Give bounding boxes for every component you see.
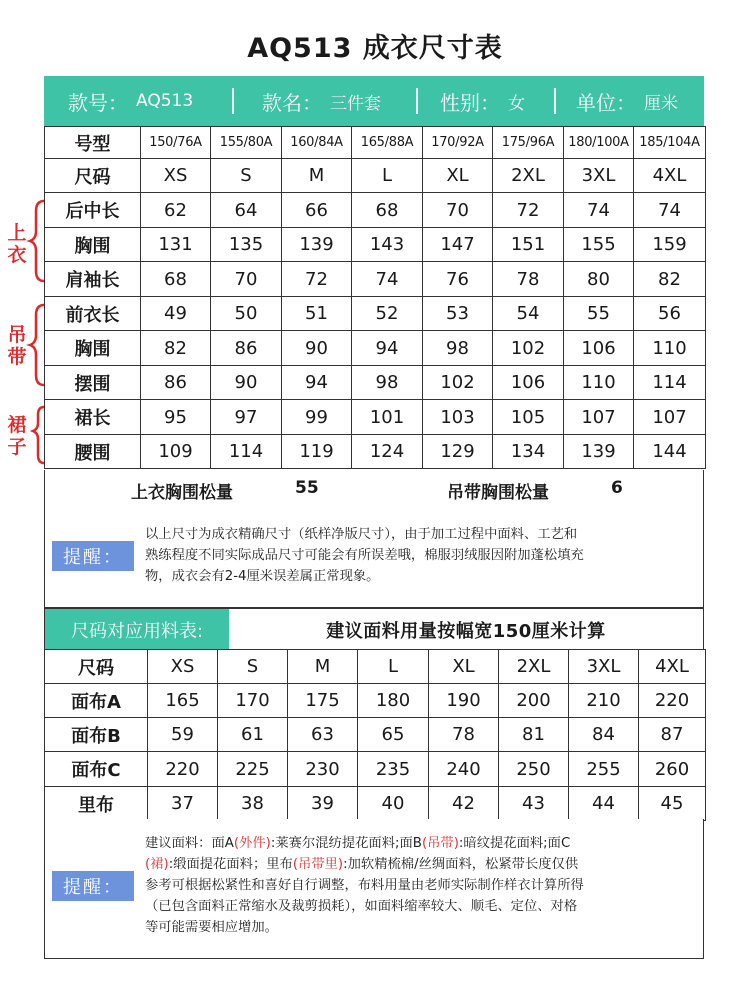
value-cell: 102 <box>423 366 493 400</box>
model-cell: 175/96A <box>493 127 564 159</box>
unit-label: 单位： <box>576 90 636 115</box>
value-cell: 98 <box>352 366 423 400</box>
size-label: 尺码 <box>45 159 141 193</box>
unit-value: 厘米 <box>644 93 678 114</box>
value-cell: 98 <box>423 331 493 366</box>
reminder-line: 物，成衣会有2-4厘米误差属正常现象。 <box>145 569 380 584</box>
model-cell: 170/92A <box>423 127 493 159</box>
value-cell: 95 <box>141 400 211 435</box>
value-cell: 70 <box>211 262 282 297</box>
value-cell: 200 <box>499 684 569 718</box>
value-cell: 225 <box>218 752 288 787</box>
value-cell: 59 <box>148 718 218 752</box>
style-name-label: 款名： <box>262 90 322 115</box>
value-cell: 72 <box>493 193 564 228</box>
text-run: :加软精梳棉/丝绸面料，松紧带长度仅供 <box>343 857 579 872</box>
value-cell: 144 <box>634 435 706 469</box>
size-cell: XS <box>148 650 218 684</box>
value-cell: 63 <box>288 718 358 752</box>
model-cell: 155/80A <box>211 127 282 159</box>
gender-label: 性别： <box>440 90 500 115</box>
value-cell: 143 <box>352 228 423 262</box>
group-label-skirt: 裙子 <box>7 414 27 458</box>
model-cell: 150/76A <box>141 127 211 159</box>
fabric-reminder-text <box>145 833 584 938</box>
value-cell: 210 <box>569 684 639 718</box>
value-cell: 124 <box>352 435 423 469</box>
size-cell: 2XL <box>493 159 564 193</box>
model-cell: 185/104A <box>634 127 706 159</box>
text-run-red: (吊带) <box>421 836 459 851</box>
group-label-top: 上衣 <box>7 222 27 266</box>
reminder-badge: 提醒： <box>52 541 134 571</box>
value-cell: 82 <box>141 331 211 366</box>
value-cell: 102 <box>493 331 564 366</box>
table-row <box>45 435 706 469</box>
value-cell: 68 <box>352 193 423 228</box>
value-cell: 62 <box>141 193 211 228</box>
size-cell: 3XL <box>564 159 634 193</box>
table-row <box>45 787 706 821</box>
text-run: 建议面料：面A <box>145 836 234 851</box>
value-cell: 61 <box>218 718 288 752</box>
size-cell: S <box>218 650 288 684</box>
value-cell: 64 <box>211 193 282 228</box>
value-cell: 38 <box>218 787 288 821</box>
value-cell: 159 <box>634 228 706 262</box>
size-cell: M <box>282 159 352 193</box>
value-cell: 230 <box>288 752 358 787</box>
model-cell: 160/84A <box>282 127 352 159</box>
fabric-section-tag: 尺码对应用料表: <box>45 609 229 650</box>
value-cell: 80 <box>564 262 634 297</box>
value-cell: 65 <box>358 718 429 752</box>
value-cell: 81 <box>499 718 569 752</box>
style-name-value: 三件套 <box>330 93 381 114</box>
value-cell: 51 <box>282 297 352 331</box>
text-run-red: (吊带里) <box>292 857 344 872</box>
value-cell: 82 <box>634 262 706 297</box>
value-cell: 107 <box>634 400 706 435</box>
value-cell: 114 <box>634 366 706 400</box>
value-cell: 78 <box>493 262 564 297</box>
value-cell: 240 <box>429 752 499 787</box>
row-label: 肩袖长 <box>45 262 141 297</box>
row-label: 面布C <box>45 752 148 787</box>
value-cell: 99 <box>282 400 352 435</box>
value-cell: 55 <box>564 297 634 331</box>
value-cell: 220 <box>639 684 706 718</box>
page-title: AQ513 成衣尺寸表 <box>247 33 503 64</box>
value-cell: 151 <box>493 228 564 262</box>
value-cell: 39 <box>288 787 358 821</box>
value-cell: 135 <box>211 228 282 262</box>
value-cell: 76 <box>423 262 493 297</box>
value-cell: 40 <box>358 787 429 821</box>
value-cell: 147 <box>423 228 493 262</box>
size-cell: 4XL <box>639 650 706 684</box>
value-cell: 106 <box>493 366 564 400</box>
model-cell: 180/100A <box>564 127 634 159</box>
ease-row <box>44 470 704 506</box>
fabric-table <box>44 649 706 821</box>
table-row <box>45 366 706 400</box>
size-row <box>45 159 706 193</box>
row-label: 里布 <box>45 787 148 821</box>
fabric-section-header <box>44 608 704 650</box>
size-cell: 2XL <box>499 650 569 684</box>
value-cell: 131 <box>141 228 211 262</box>
header-divider <box>232 88 234 114</box>
value-cell: 52 <box>352 297 423 331</box>
value-cell: 66 <box>282 193 352 228</box>
style-no-label: 款号： <box>68 90 128 115</box>
reminder-box-1 <box>44 505 704 608</box>
table-row <box>45 262 706 297</box>
unit <box>576 76 678 126</box>
value-cell: 44 <box>569 787 639 821</box>
table-row <box>45 752 706 787</box>
brace-skirt <box>33 407 44 463</box>
gender <box>440 76 525 126</box>
row-label: 面布B <box>45 718 148 752</box>
size-cell: 3XL <box>569 650 639 684</box>
reminder-badge: 提醒： <box>52 871 134 901</box>
value-cell: 78 <box>429 718 499 752</box>
value-cell: 170 <box>218 684 288 718</box>
value-cell: 255 <box>569 752 639 787</box>
row-label: 胸围 <box>45 331 141 366</box>
value-cell: 43 <box>499 787 569 821</box>
size-cell: XS <box>141 159 211 193</box>
value-cell: 103 <box>423 400 493 435</box>
row-label: 摆围 <box>45 366 141 400</box>
header-divider <box>416 88 418 114</box>
value-cell: 90 <box>211 366 282 400</box>
table-row <box>45 228 706 262</box>
value-cell: 110 <box>564 366 634 400</box>
value-cell: 260 <box>639 752 706 787</box>
table-row <box>45 297 706 331</box>
size-cell: S <box>211 159 282 193</box>
brace-cami <box>30 305 44 385</box>
reminder-text <box>145 524 584 587</box>
text-run: :莱赛尔混纺提花面料;面B <box>270 836 422 851</box>
value-cell: 72 <box>282 262 352 297</box>
value-cell: 42 <box>429 787 499 821</box>
group-label-cami: 吊带 <box>7 324 27 368</box>
table-row <box>45 193 706 228</box>
style-no-value: AQ513 <box>136 91 194 111</box>
value-cell: 110 <box>634 331 706 366</box>
value-cell: 90 <box>282 331 352 366</box>
top-ease-value: 55 <box>295 478 319 498</box>
value-cell: 56 <box>634 297 706 331</box>
row-label: 前衣长 <box>45 297 141 331</box>
model-row <box>45 127 706 159</box>
style-name <box>262 76 381 126</box>
value-cell: 109 <box>141 435 211 469</box>
fabric-section-note: 建议面料用量按幅宽150厘米计算 <box>326 620 606 642</box>
header-bar <box>44 76 704 126</box>
reminder-line <box>145 854 584 875</box>
model-label: 号型 <box>45 127 141 159</box>
cami-ease-label: 吊带胸围松量 <box>447 483 549 503</box>
value-cell: 129 <box>423 435 493 469</box>
value-cell: 94 <box>282 366 352 400</box>
value-cell: 107 <box>564 400 634 435</box>
reminder-line: 参考可根据松紧性和喜好自行调整，布料用量由老师实际制作样衣计算所得 <box>145 878 584 893</box>
size-cell: XL <box>429 650 499 684</box>
value-cell: 114 <box>211 435 282 469</box>
value-cell: 119 <box>282 435 352 469</box>
value-cell: 84 <box>569 718 639 752</box>
value-cell: 94 <box>352 331 423 366</box>
value-cell: 235 <box>358 752 429 787</box>
brace-top <box>30 201 44 281</box>
value-cell: 87 <box>639 718 706 752</box>
table-row <box>45 684 706 718</box>
value-cell: 155 <box>564 228 634 262</box>
reminder-line: 熟练程度不同实际成品尺寸可能会有所误差哦，棉服羽绒服因附加蓬松填充 <box>145 548 584 563</box>
value-cell: 86 <box>141 366 211 400</box>
row-label: 裙长 <box>45 400 141 435</box>
value-cell: 74 <box>564 193 634 228</box>
value-cell: 53 <box>423 297 493 331</box>
size-cell: M <box>288 650 358 684</box>
text-run: :缎面提花面料；里布 <box>168 857 293 872</box>
size-cell: XL <box>423 159 493 193</box>
value-cell: 54 <box>493 297 564 331</box>
value-cell: 50 <box>211 297 282 331</box>
value-cell: 139 <box>564 435 634 469</box>
cami-ease-value: 6 <box>611 478 623 498</box>
value-cell: 250 <box>499 752 569 787</box>
reminder-line: （已包含面料正常缩水及裁剪损耗），如面料缩率较大、顺毛、定位、对格 <box>145 899 578 914</box>
value-cell: 37 <box>148 787 218 821</box>
size-cell: L <box>358 650 429 684</box>
table-row <box>45 331 706 366</box>
fabric-size-label: 尺码 <box>45 650 148 684</box>
text-run: :暗纹提花面料;面C <box>458 836 571 851</box>
value-cell: 175 <box>288 684 358 718</box>
row-label: 后中长 <box>45 193 141 228</box>
value-cell: 134 <box>493 435 564 469</box>
value-cell: 106 <box>564 331 634 366</box>
value-cell: 49 <box>141 297 211 331</box>
row-label: 腰围 <box>45 435 141 469</box>
value-cell: 139 <box>282 228 352 262</box>
style-no <box>68 76 193 126</box>
top-ease-label: 上衣胸围松量 <box>131 483 233 503</box>
table-row <box>45 400 706 435</box>
reminder-line <box>145 833 584 854</box>
value-cell: 190 <box>429 684 499 718</box>
fabric-size-row <box>45 650 706 684</box>
reminder-box-2 <box>44 819 704 959</box>
text-run-red: (外件) <box>233 836 271 851</box>
value-cell: 45 <box>639 787 706 821</box>
value-cell: 101 <box>352 400 423 435</box>
table-row <box>45 718 706 752</box>
size-table <box>44 126 706 469</box>
value-cell: 165 <box>148 684 218 718</box>
size-cell: L <box>352 159 423 193</box>
header-divider <box>554 88 556 114</box>
reminder-line: 等可能需要相应增加。 <box>145 920 278 935</box>
value-cell: 105 <box>493 400 564 435</box>
value-cell: 74 <box>352 262 423 297</box>
value-cell: 74 <box>634 193 706 228</box>
value-cell: 70 <box>423 193 493 228</box>
text-run-red: (裙) <box>145 857 169 872</box>
model-cell: 165/88A <box>352 127 423 159</box>
size-cell: 4XL <box>634 159 706 193</box>
row-label: 面布A <box>45 684 148 718</box>
row-label: 胸围 <box>45 228 141 262</box>
value-cell: 86 <box>211 331 282 366</box>
gender-value: 女 <box>508 93 525 114</box>
reminder-line: 以上尺寸为成衣精确尺寸（纸样净版尺寸），由于加工过程中面料、工艺和 <box>145 527 578 542</box>
value-cell: 68 <box>141 262 211 297</box>
value-cell: 97 <box>211 400 282 435</box>
value-cell: 220 <box>148 752 218 787</box>
value-cell: 180 <box>358 684 429 718</box>
